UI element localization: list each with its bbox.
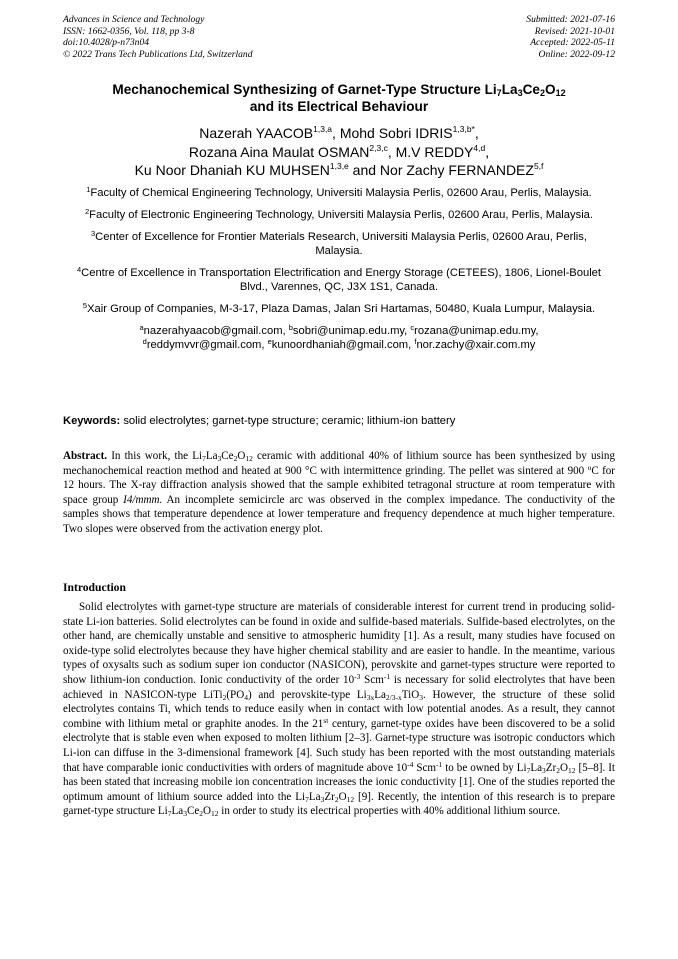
text-run: Solid electrolytes with garnet-type structure are materials of considerable interest for current trend in producing solid-state Li-ion batteries. Solid electrolytes can be found in oxide and sulfide-based materials. Sulfide-based electrolytes, on the other hand, are chemically unstable and sensitive to atmospheric humidity [1]. As a result, many studies have focused on oxide-type solid electrolytes because they have higher chemical stability and are easier to handle. In the meantime, various types of oxysalts such as sodium super ion conductor (NASICON), perovskite and garnet-types structure were reported to show lithium-ion conduction. Ionic conductivity of the order 10 (63, 601, 615, 686)
email-link[interactable]: kunoordhaniah@gmail.com (271, 339, 409, 352)
text-run: O (338, 790, 347, 803)
author-affil-marker: 2,3,c (369, 142, 388, 153)
text-run: 7 (305, 794, 309, 804)
title-formula: $Li_7La_3Ce_2O_{12}$ (484, 82, 566, 98)
text-run: Zr (324, 790, 335, 803)
email-link[interactable]: nor.zachy@xair.com.my (416, 339, 536, 352)
email-link[interactable]: reddymvvr@gmail.com (146, 339, 262, 352)
text-run: Zr (545, 761, 557, 774)
text-run: 12 (346, 794, 355, 804)
email-link[interactable]: rozana@unimap.edu.my (414, 325, 536, 338)
copyright-line: © 2022 Trans Tech Publications Ltd, Switzerland (63, 48, 253, 60)
text-run: 7 (202, 454, 206, 463)
text-run: La (374, 688, 386, 701)
text-run: Ce (186, 805, 200, 818)
text-run: 3 (542, 765, 546, 775)
text-run: 3 (419, 692, 423, 702)
text-run: -3 (354, 671, 361, 681)
introduction-paragraph (63, 600, 615, 819)
affiliations (70, 186, 608, 360)
text-run: -1 (436, 759, 443, 769)
text-run: In this work, the Li (111, 450, 203, 462)
author-affil-marker: 5,f (533, 161, 544, 171)
text-run: C for 12 hours. The X-ray diffraction analysis showed that the sample exhibited tetragonal structure at room temperature with space group (63, 464, 616, 506)
text-run: (PO (226, 688, 245, 701)
author-name: Rozana Aina Maulat OSMAN (188, 143, 370, 160)
text-run: st (323, 715, 329, 725)
affiliation-item: $^3$Center of Excellence for Frontier Materials Research, Universiti Malaysia Perlis, 02600 Arau, Perlis, Malaysia. (91, 228, 587, 258)
author-affil-marker: 1,3,e (329, 161, 349, 171)
affiliation-item: $^1$Faculty of Chemical Engineering Technology, Universiti Malaysia Perlis, 02600 Arau, Perlis, Malaysia. (86, 185, 592, 199)
author-affil-marker: 1,3,a (313, 124, 333, 134)
text-run: o (587, 462, 592, 472)
issn-line: ISSN: 1662-0356, Vol. 118, pp 3-8 (63, 25, 195, 37)
email-link[interactable]: sobri@unimap.edu.my (292, 325, 405, 338)
text-run: -1 (383, 671, 391, 681)
text-run: 7 (526, 765, 531, 775)
text-run: 12 (568, 765, 576, 775)
text-run: O (237, 450, 246, 462)
text-run: 12 (245, 454, 253, 463)
text-run: I4/mmm. (123, 493, 163, 506)
keywords-text: solid electrolytes; garnet-type structure; ceramic; lithium-ion battery (123, 415, 456, 427)
text-run: Ce (221, 450, 234, 462)
email-list: $^a$nazerahyaacob@gmail.com, $^b$sobri@unimap.edu.my, $^c$rozana@unimap.edu.my, $^d$reddymvvr@gmail.com, $^e$kunoordhaniah@gmail.com, $^f$nor.zachy@xair.com.my (139, 323, 539, 352)
affiliation-item: $^4$Centre of Excellence in Transportation Electrification and Energy Storage (CETEES), 1806, Lionel-Boulet Blvd., Varennes, QC, J3X 1S1, Canada. (76, 264, 602, 294)
abstract-label: Abstract. (63, 450, 108, 462)
title-line-2: and its Electrical Behaviour (249, 99, 429, 114)
author-affil-marker: 4,d (473, 142, 486, 153)
text-run: La (530, 761, 543, 774)
affiliation-item: $^5$Xair Group of Companies, M-3-17, Plaza Damas, Jalan Sri Hartamas, 50480, Kuala Lumpur, Malaysia. (82, 301, 596, 316)
author-name: Nazerah YAACOB (199, 125, 314, 141)
text-run: 2 (233, 454, 238, 463)
text-run: O (203, 805, 212, 818)
paper-title (50, 81, 628, 115)
author-name: M.V REDDY (395, 143, 474, 160)
text-run: La (171, 805, 184, 818)
text-run: 2 (556, 765, 561, 775)
text-run: . However, the structure of these solid electrolytes contains Ti, which tends to reduce easily when in contact with low potential anodes. As a result, they cannot combine with lithium metal or graphite anodes. In the 21 (63, 688, 615, 730)
text-run: O (560, 761, 569, 774)
text-run: -4 (407, 759, 414, 769)
publication-dates (526, 14, 615, 60)
text-run: 7 (167, 809, 172, 819)
text-run: in order to study its electrical properties with 40% additional lithium source. (218, 805, 561, 818)
abstract (63, 449, 615, 537)
text-run: An incomplete semicircle arc was observed in the complex impedance. The conductivity of the samples shows that temperature dependence at lower temperature and frequency dependence at much higher temperature. Two slopes were observed from the activation energy plot. (63, 493, 615, 535)
text-run: Scm (360, 673, 384, 686)
title-line-1 (50, 81, 628, 98)
title-text: Mechanochemical Synthesizing of Garnet-Type Structure (112, 82, 485, 97)
text-run: 3x (366, 692, 375, 702)
submitted-date: Submitted: 2021-07-16 (526, 14, 615, 25)
affiliation-item: $^2$Faculty of Electronic Engineering Technology, Universiti Malaysia Perlis, 02600 Arau, Perlis, Malaysia. (84, 206, 594, 221)
doi-line: doi:10.4028/p-n73n04 (63, 37, 150, 49)
journal-info (63, 14, 253, 60)
text-run: [9]. Recently, the intention of this research is to prepare garnet-type structure Li (63, 790, 616, 818)
journal-name: Advances in Science and Technology (63, 14, 205, 25)
text-run: La (308, 790, 321, 803)
text-run: 3 (217, 454, 222, 463)
author-name: Mohd Sobri IDRIS (339, 125, 453, 141)
text-run: La (205, 450, 218, 462)
text-run: 3 (320, 794, 325, 804)
text-run: Scm (413, 761, 437, 774)
author-affil-marker: 1,3,b* (452, 124, 475, 134)
text-run: to be owned by Li (442, 761, 527, 774)
text-run: 4 (244, 692, 248, 702)
text-run: 2/3-x (385, 692, 402, 702)
text-run: [5–8]. It has been stated that increasing mobile ion concentration increases the ionic conductivity [1]. One of the studies reported the optimum amount of lithium source added into the Li (63, 761, 615, 803)
keywords (63, 414, 615, 428)
abstract-text (63, 450, 615, 535)
accepted-date: Accepted: 2022-05-11 (530, 37, 615, 49)
online-date: Online: 2022-09-12 (538, 48, 615, 60)
keywords-label: Keywords: (63, 415, 121, 427)
text-run: ) and perovskite-type Li (248, 688, 367, 701)
text-run: is necessary for solid electrolytes that have been achieved in NASICON-type LiTi (63, 673, 615, 701)
text-run: century, garnet-type oxides have been discovered to be a solid electrolyte that is stable even when exposed to molten lithium [2–3]. Garnet-type structure was isotropic conductors which Li-ion can diffuse in the 3-dimensional framework [4]. Such study has been reported with the most outstanding materials that have comparable ionic conductivities with orders of magnitude above 10 (63, 717, 615, 774)
text-run: 2 (199, 809, 204, 819)
revised-date: Revised: 2021-10-01 (534, 25, 615, 37)
text-run: 2 (222, 692, 227, 702)
text-run: 12 (211, 809, 219, 819)
author-name: Nor Zachy FERNANDEZ (379, 162, 534, 178)
text-run: TiO (401, 688, 420, 701)
text-run: 2 (334, 794, 339, 804)
email-link[interactable]: nazerahyaacob@gmail.com (143, 325, 283, 338)
author-list: Nazerah YAACOB$^{1,3,a}$, Mohd Sobri $IDRIS^{1,3,b*}$, Rozana Aina Maulat OSMAN$^{2,3,c}$, M.V REDDY$^{4,d}$, Ku Noor Dhaniah KU MUHSEN$^{1,3,e}$ and Nor Zachy FERNANDEZ$^{5,f}$ (134, 124, 544, 178)
section-heading-introduction: Introduction (63, 581, 126, 594)
text-run: ceramic with additional 40% of lithium source has been synthesized by using mechanochemical reaction method and heated at 900 °C with intermittence grinding. The pellet was sintered at 900 (63, 450, 615, 477)
author-name: Ku Noor Dhaniah KU MUHSEN (134, 162, 330, 178)
text-run: 3 (183, 809, 187, 819)
